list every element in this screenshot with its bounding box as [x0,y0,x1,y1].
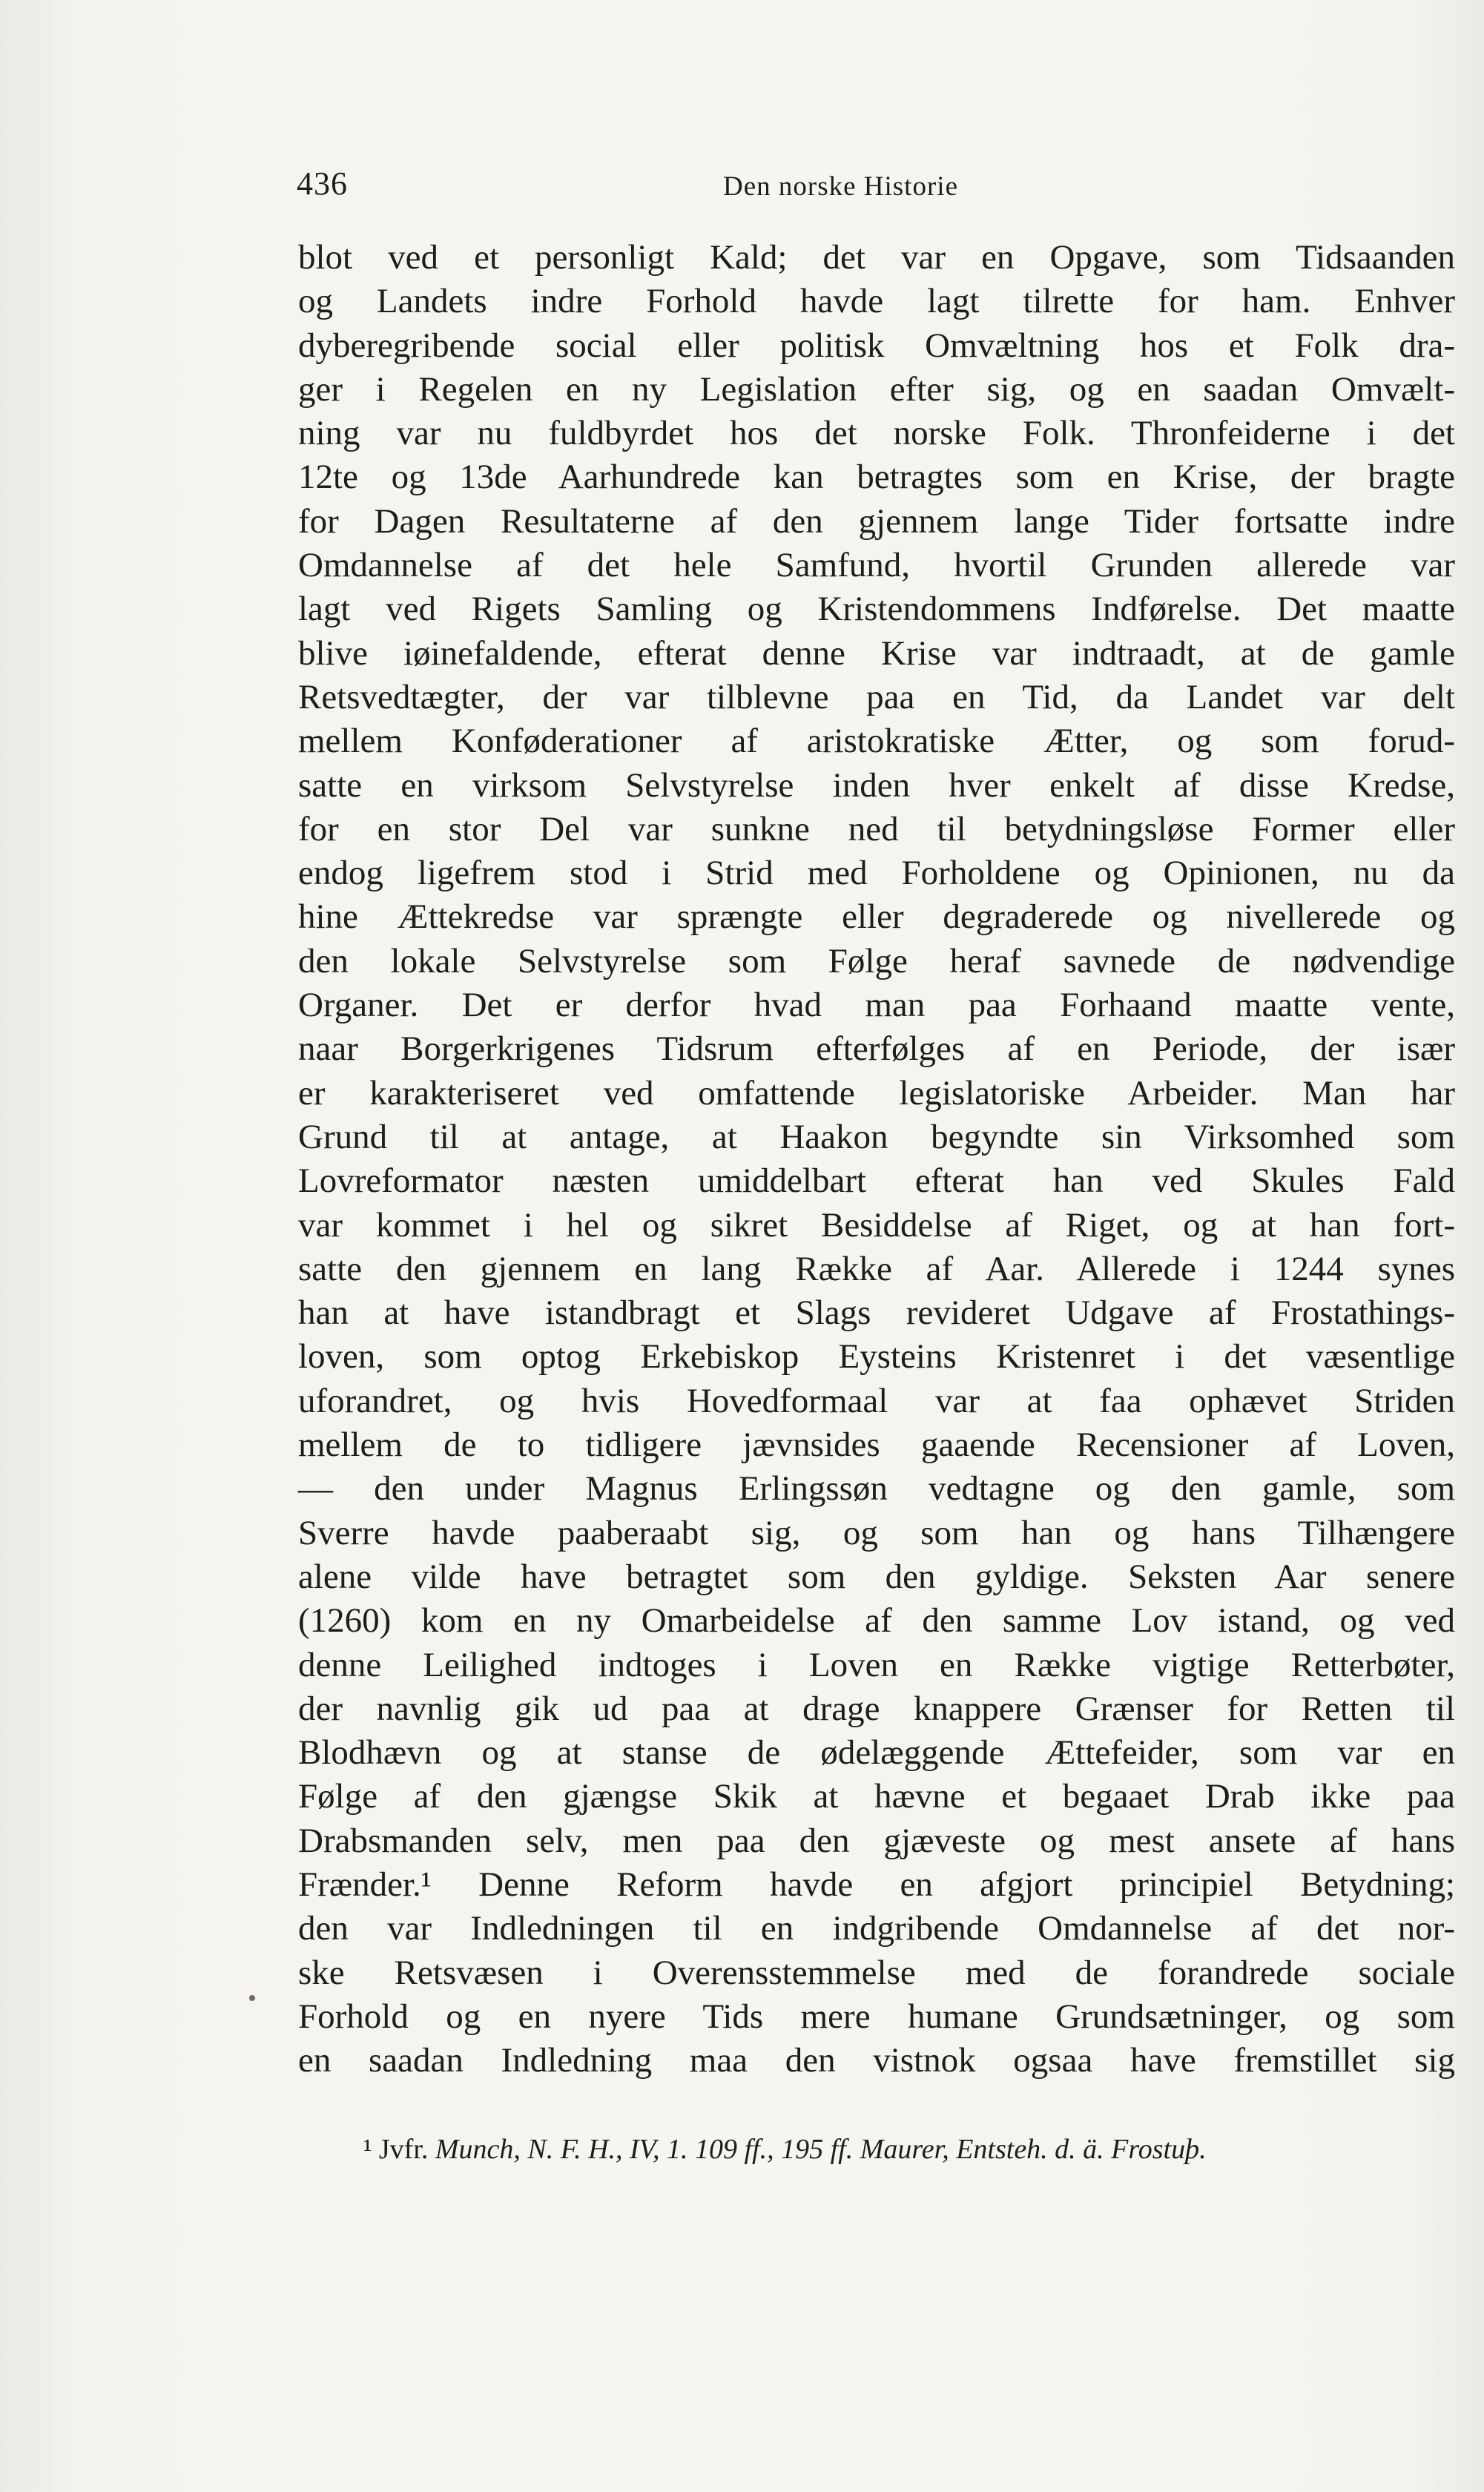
text-line: Organer. Det er derfor hvad man paa Forhaand maatte vente, [298,986,1455,1025]
text-line: der navnlig gik ud paa at drage knappere Grænser for Retten til [298,1689,1455,1728]
text-line: ger i Regelen en ny Legislation efter sig, og en saadan Omvælt- [298,369,1455,409]
text-line: blot ved et personligt Kald; det var en Opgave, som Tidsaanden [298,238,1455,277]
text-line: ning var nu fuldbyrdet hos det norske Folk. Thronfeiderne i det [298,414,1455,453]
text-line: er karakteriseret ved omfattende legislatoriske Arbeider. Man har [298,1073,1455,1112]
text-line: mellem de to tidligere jævnsides gaaende Recensioner af Loven, [298,1425,1455,1465]
text-line: 12te og 13de Aarhundrede kan betragtes som en Krise, der bragte [298,458,1455,497]
text-line: Omdannelse af det hele Samfund, hvortil Grunden allerede var [298,546,1455,585]
text-line: (1260) kom en ny Omarbeidelse af den samme Lov istand, og ved [298,1601,1455,1641]
footnote-marker: ¹ Jvfr. [363,2134,429,2165]
text-line: lagt ved Rigets Samling og Kristendommens Indførelse. Det maatte [298,590,1455,629]
text-line: naar Borgerkrigenes Tidsrum efterfølges af en Periode, der især [298,1029,1455,1069]
text-line: satte en virksom Selvstyrelse inden hver enkelt af disse Kredse, [298,765,1455,805]
footnote-citation: Munch, N. F. H., IV, 1. 109 ff., 195 ff. Maurer, Entsteh. d. ä. Frostuþ. [435,2134,1207,2165]
text-line: Følge af den gjængse Skik at hævne et begaaet Drab ikke paa [298,1777,1455,1816]
footnote [363,2133,1461,2166]
body-text [298,236,1455,2083]
text-line: Sverre havde paaberaabt sig, og som han og hans Tilhængere [298,1513,1455,1552]
text-line: Frænder.¹ Denne Reform havde en afgjort principiel Betydning; [298,1865,1455,1904]
text-line: Drabsmanden selv, men paa den gjæveste og mest ansete af hans [298,1821,1455,1860]
text-line: — den under Magnus Erlingssøn vedtagne og den gamle, som [298,1469,1455,1509]
text-line: alene vilde have betragtet som den gyldige. Seksten Aar senere [298,1557,1455,1596]
text-line: dyberegribende social eller politisk Omvæltning hos et Folk dra- [298,326,1455,365]
text-line: den var Indledningen til en indgribende Omdannelse af det nor- [298,1909,1455,1948]
text-line: Blodhævn og at stanse de ødelæggende Ættefeider, som var en [298,1733,1455,1773]
text-line: Retsvedtægter, der var tilblevne paa en Tid, da Landet var delt [298,677,1455,716]
text-line: hine Ættekredse var sprængte eller degraderede og nivellerede og [298,897,1455,937]
text-line: for en stor Del var sunkne ned til betydningsløse Former eller [298,809,1455,848]
text-line: denne Leilighed indtoges i Loven en Række vigtige Retterbøter, [298,1645,1455,1684]
text-line: satte den gjennem en lang Række af Aar. Allerede i 1244 synes [298,1249,1455,1288]
text-line: for Dagen Resultaterne af den gjennem lange Tider fortsatte indre [298,501,1455,541]
text-line: og Landets indre Forhold havde lagt tilrette for ham. Enhver [298,282,1455,321]
text-line: en saadan Indledning maa den vistnok ogsaa have fremstillet sig [298,2041,1455,2080]
page-number: 436 [297,165,348,202]
text-line: var kommet i hel og sikret Besiddelse af Riget, og at han fort- [298,1205,1455,1245]
running-head: Den norske Historie [723,171,958,202]
text-line: blive iøinefaldende, efterat denne Krise var indtraadt, at de gamle [298,633,1455,673]
text-line: den lokale Selvstyrelse som Følge heraf savnede de nødvendige [298,941,1455,980]
text-line: Grund til at antage, at Haakon begyndte sin Virksomhed som [298,1117,1455,1156]
text-line: ske Retsvæsen i Overensstemmelse med de forandrede sociale [298,1953,1455,1992]
text-line: han at have istandbragt et Slags revideret Udgave af Frostathings- [298,1293,1455,1333]
text-line: endog ligefrem stod i Strid med Forholdene og Opinionen, nu da [298,854,1455,893]
page-header [297,165,1454,209]
margin-dot [249,1995,255,2001]
text-line: loven, som optog Erkebiskop Eysteins Kristenret i det væsentlige [298,1337,1455,1377]
text-line: Forhold og en nyere Tids mere humane Grundsætninger, og som [298,1997,1455,2036]
text-line: uforandret, og hvis Hovedformaal var at faa ophævet Striden [298,1381,1455,1420]
text-line: mellem Konføderationer af aristokratiske Ætter, og som forud- [298,722,1455,761]
text-line: Lovreformator næsten umiddelbart efterat han ved Skules Fald [298,1161,1455,1201]
